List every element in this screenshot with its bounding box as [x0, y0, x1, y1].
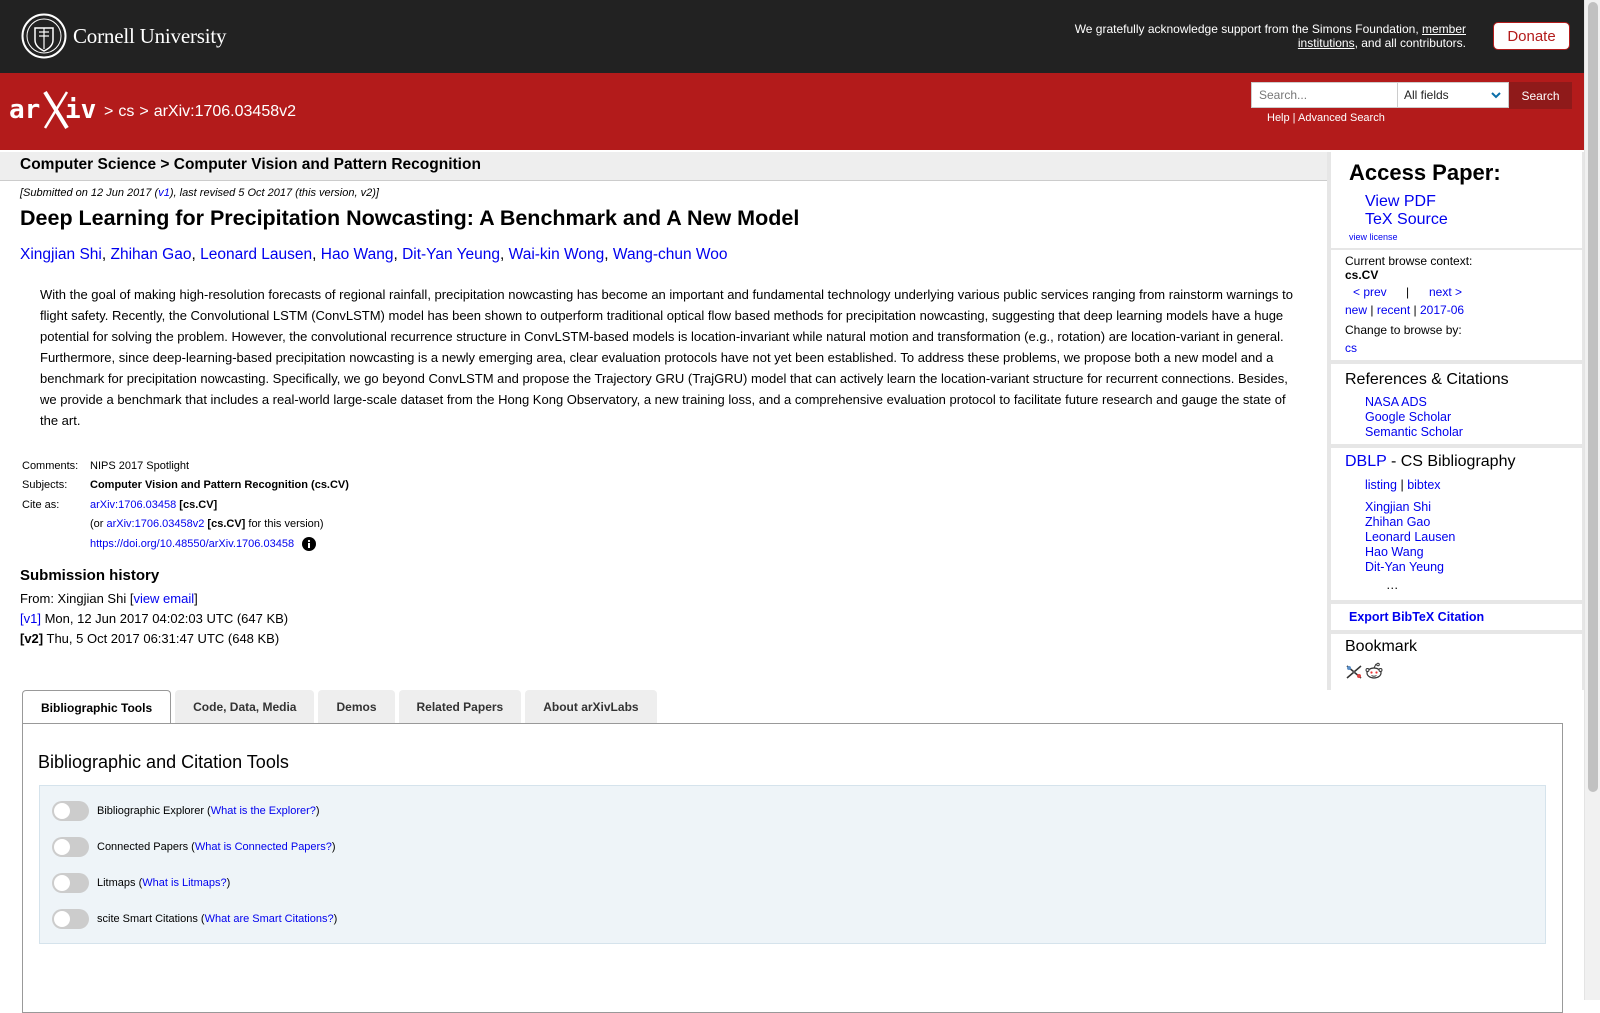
category-bar — [0, 152, 1328, 181]
new-link[interactable]: new — [1345, 303, 1368, 317]
version-v2-current: [v2] — [20, 631, 44, 646]
submission-dates: [Submitted on 12 Jun 2017 (v1), last revised 5 Oct 2017 (this version, v2)] — [20, 187, 379, 199]
browse-context-box: Current browse context: cs.CV < prev | next > new | recent | 2017-06 Change to browse by: cs — [1331, 250, 1582, 360]
view-pdf-link[interactable]: View PDF — [1365, 193, 1436, 210]
donate-button[interactable]: Donate — [1493, 22, 1570, 50]
bibliographic-explorer-toggle[interactable] — [52, 801, 89, 821]
access-heading: Access Paper: — [1349, 160, 1501, 185]
comments-value: NIPS 2017 Spotlight — [90, 459, 190, 472]
litmaps-toggle[interactable] — [52, 873, 89, 893]
toggle-row-litmaps: Litmaps ( What is Litmaps? ) — [52, 872, 230, 894]
dblp-author-link[interactable]: Dit-Yan Yeung — [1365, 560, 1444, 574]
explorer-help-link[interactable]: What is the Explorer? — [210, 805, 316, 817]
browse-cs-link[interactable]: cs — [1345, 341, 1357, 355]
next-link[interactable]: next > — [1429, 285, 1463, 299]
scite-toggle[interactable] — [52, 909, 89, 929]
author-list: Xingjian Shi, Zhihan Gao, Leonard Lausen, Hao Wang, Dit-Yan Yeung, Wai-kin Wong, Wang-chun Woo — [20, 246, 728, 263]
dblp-link[interactable]: DBLP — [1345, 453, 1387, 470]
breadcrumb-cs-link[interactable]: cs — [118, 103, 135, 120]
search-field-select[interactable]: All fields — [1397, 82, 1509, 108]
export-box — [1331, 604, 1582, 630]
cite-arxiv-link[interactable]: arXiv:1706.03458 — [90, 498, 177, 511]
prev-link[interactable]: < prev — [1353, 285, 1387, 299]
connected-papers-toggle[interactable] — [52, 837, 89, 857]
change-browse-label: Change to browse by: — [1345, 323, 1462, 337]
dblp-author-link[interactable]: Zhihan Gao — [1365, 515, 1431, 529]
tex-source-link[interactable]: TeX Source — [1365, 211, 1448, 228]
cornell-seal-icon — [21, 13, 67, 59]
month-link[interactable]: 2017-06 — [1420, 303, 1465, 317]
reddit-icon[interactable] — [1365, 662, 1383, 680]
category-path: Computer Science > Computer Vision and Pattern Recognition — [20, 156, 481, 173]
connected-papers-help-link[interactable]: What is Connected Papers? — [194, 841, 332, 853]
info-icon[interactable] — [302, 537, 316, 551]
author-link[interactable]: Leonard Lausen — [200, 246, 313, 263]
help-link[interactable]: Help — [1267, 112, 1290, 124]
scite-help-link[interactable]: What are Smart Citations? — [204, 913, 334, 925]
abstract: With the goal of making high-resolution forecasts of regional rainfall, precipitation nowcasting has become an important and fundamental technology underlying various public services ranging from rainstorm warnings to flight safety. Recently, the Convolutional LSTM (ConvLSTM) model has been shown to outperform traditional optical flow based methods for precipitation nowcasting, suggesting that deep learning models have a huge potential for solving the problem. However, the convolutional recurrence structure in ConvLSTM-based models is location-invariant while natural motion and transformation (e.g., rotation) are location-variant in general. Furthermore, since deep-learning-based precipitation nowcasting is a newly emerging area, clear evaluation protocols have not yet been established. To address these problems, we propose both a new model and a benchmark for precipitation nowcasting. Specifically, we go beyond ConvLSTM and propose the Trajectory GRU (TrajGRU) model that can actively learn the location-variant structure for recurrent connections. Besides, we provide a benchmark that includes a real-world large-scale dataset from the Hong Kong Observatory, a new training loss, and a comprehensive evaluation protocol to facilitate future research and gauge the state of the art. — [40, 287, 1294, 428]
v1-link[interactable]: v1 — [158, 187, 170, 199]
cornell-banner — [0, 0, 1584, 73]
version-v1-link[interactable]: [v1] — [20, 611, 41, 626]
tab-demos[interactable]: Demos — [318, 690, 394, 723]
browse-nav: new | recent | 2017-06 — [1345, 303, 1465, 317]
chevron-down-icon — [1490, 89, 1502, 101]
nasa-ads-link[interactable]: NASA ADS — [1365, 395, 1427, 409]
doi-link[interactable]: https://doi.org/10.48550/arXiv.1706.03458 — [90, 537, 295, 550]
tab-related-papers[interactable]: Related Papers — [399, 690, 522, 723]
tab-code-data-media[interactable]: Code, Data, Media — [175, 690, 314, 723]
svg-text:ar: ar — [9, 95, 41, 125]
author-link[interactable]: Wai-kin Wong — [508, 246, 605, 263]
bookmark-box — [1331, 634, 1582, 690]
tab-about-arxivlabs[interactable]: About arXivLabs — [525, 690, 656, 723]
recent-link[interactable]: recent — [1376, 303, 1411, 317]
cite-version-link[interactable]: arXiv:1706.03458v2 — [106, 518, 205, 531]
search-input[interactable] — [1251, 82, 1397, 108]
history-from: From: Xingjian Shi [view email] — [20, 591, 198, 606]
tab-bibliographic-tools[interactable]: Bibliographic Tools — [22, 690, 171, 724]
dblp-author-link[interactable]: Xingjian Shi — [1365, 500, 1432, 514]
litmaps-help-link[interactable]: What is Litmaps? — [142, 877, 227, 889]
bookmark-heading: Bookmark — [1345, 638, 1418, 655]
semantic-scholar-link[interactable]: Semantic Scholar — [1365, 425, 1463, 439]
dblp-box — [1331, 448, 1582, 600]
paper-title: Deep Learning for Precipitation Nowcasting: A Benchmark and A New Model — [20, 206, 800, 230]
view-license-link[interactable]: view license — [1349, 232, 1398, 242]
access-paper-box — [1331, 152, 1582, 248]
university-name: Cornell University — [73, 23, 227, 48]
submission-history — [20, 566, 288, 649]
bibsonomy-icon[interactable] — [1345, 664, 1363, 680]
history-version: [v1] Mon, 12 Jun 2017 04:02:03 UTC (647 KB) — [20, 611, 289, 626]
google-scholar-link[interactable]: Google Scholar — [1365, 410, 1452, 424]
cornell-logo[interactable] — [21, 13, 226, 59]
svg-text:iv: iv — [65, 95, 97, 125]
subjects-label: Subjects: — [22, 479, 68, 492]
author-link[interactable]: Zhihan Gao — [110, 246, 192, 263]
page-scrollbar[interactable] — [1584, 0, 1600, 1000]
metadata-table: Comments: NIPS 2017 Spotlight Subjects: Computer Vision and Pattern Recognition (cs.CV) Cite as: arXiv:1706.03458 [cs.CV] (or arXiv:1706.03458v2 [cs.CV] for this version) https://doi.org/10.48550/arXiv.1706.03458 — [20, 456, 351, 554]
export-bibtex-link[interactable]: Export BibTeX Citation — [1349, 610, 1485, 624]
more-authors-ellipsis: … — [1386, 578, 1399, 592]
browse-context-label: Current browse context: — [1345, 254, 1473, 268]
breadcrumb-paper-id: arXiv:1706.03458v2 — [153, 103, 297, 120]
dblp-heading: DBLP - CS Bibliography — [1345, 453, 1516, 470]
scrollbar-thumb[interactable] — [1588, 2, 1598, 792]
references-heading: References & Citations — [1345, 371, 1509, 388]
tools-toggle-list — [39, 785, 1546, 944]
subjects-value: Computer Vision and Pattern Recognition (cs.CV) — [90, 479, 349, 492]
browse-context-value: cs.CV — [1345, 268, 1379, 282]
help-links: Help | Advanced Search — [1267, 112, 1385, 124]
tools-heading: Bibliographic and Citation Tools — [38, 752, 289, 772]
member-institutions-link[interactable]: member institutions — [1297, 22, 1466, 50]
view-email-link[interactable]: view email — [133, 591, 195, 606]
search-button[interactable]: Search — [1509, 82, 1572, 109]
arxiv-logo-icon[interactable] — [9, 88, 101, 132]
history-version: [v2] Thu, 5 Oct 2017 06:31:47 UTC (648 KB) — [20, 631, 280, 646]
breadcrumb: > cs > arXiv:1706.03458v2 — [104, 103, 297, 120]
toggle-row-bibliographic-explorer: Bibliographic Explorer ( What is the Explorer? ) — [52, 800, 320, 822]
toggle-row-connected-papers: Connected Papers ( What is Connected Papers? ) — [52, 836, 336, 858]
dblp-author-link[interactable]: Leonard Lausen — [1365, 530, 1456, 544]
dblp-bibtex-link[interactable]: bibtex — [1407, 478, 1441, 492]
author-link[interactable]: Hao Wang — [320, 246, 394, 263]
references-box — [1331, 364, 1582, 444]
author-link[interactable]: Dit-Yan Yeung — [402, 246, 501, 263]
arxiv-header — [0, 73, 1584, 150]
support-text: We gratefully acknowledge support from the Simons Foundation, member institutions, and all contributors. — [1074, 22, 1466, 50]
sidebar — [1327, 152, 1586, 690]
dblp-export: listing | bibtex — [1365, 478, 1441, 492]
tab-panel — [22, 723, 1563, 1013]
toggle-row-scite: scite Smart Citations ( What are Smart Citations? ) — [52, 908, 337, 930]
comments-label: Comments: — [22, 459, 79, 472]
author-link[interactable]: Xingjian Shi — [20, 246, 102, 263]
advanced-search-link[interactable]: Advanced Search — [1298, 112, 1385, 124]
cite-label: Cite as: — [22, 498, 60, 511]
dblp-listing-link[interactable]: listing — [1365, 478, 1397, 492]
author-link[interactable]: Wang-chun Woo — [612, 246, 728, 263]
history-heading: Submission history — [20, 567, 160, 584]
labs-tabs — [22, 690, 657, 724]
dblp-author-link[interactable]: Hao Wang — [1365, 545, 1424, 559]
